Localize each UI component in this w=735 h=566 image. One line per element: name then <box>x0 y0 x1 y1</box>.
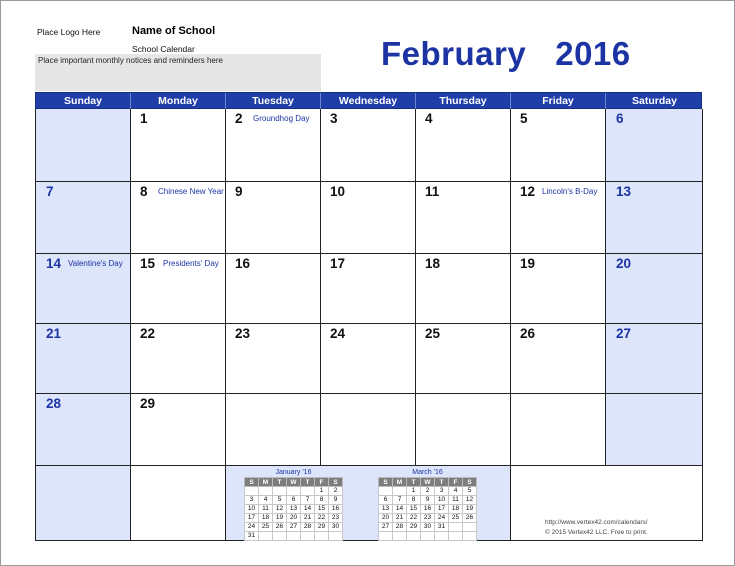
mini-calendar-date: 13 <box>287 505 301 514</box>
mini-calendar-date <box>463 532 477 541</box>
mini-calendar-date <box>435 532 449 541</box>
day-cell[interactable] <box>511 324 606 394</box>
mini-calendar-day-header: S <box>463 478 477 487</box>
credits-cell <box>511 466 703 541</box>
day-grid <box>35 109 702 466</box>
mini-calendar-week-row <box>379 523 477 532</box>
mini-calendar-date <box>449 523 463 532</box>
day-cell[interactable] <box>606 182 703 254</box>
mini-calendar-header-row <box>245 478 343 487</box>
mini-calendar-day-header: M <box>393 478 407 487</box>
mini-calendar-date: 23 <box>421 514 435 523</box>
day-number: 28 <box>46 396 62 411</box>
day-cell[interactable] <box>416 324 511 394</box>
mini-calendar-day-header: S <box>379 478 393 487</box>
mini-calendar-date: 30 <box>329 523 343 532</box>
mini-calendar-date: 16 <box>421 505 435 514</box>
mini-calendar-date: 10 <box>435 496 449 505</box>
mini-calendar-date: 23 <box>329 514 343 523</box>
mini-calendar-date: 7 <box>393 496 407 505</box>
day-cell[interactable] <box>321 324 416 394</box>
mini-calendar-date: 6 <box>287 496 301 505</box>
event-label: Groundhog Day <box>253 114 310 123</box>
day-number: 4 <box>425 111 433 126</box>
mini-calendar-week-row <box>245 487 343 496</box>
mini-calendar-date: 28 <box>393 523 407 532</box>
day-cell[interactable] <box>321 182 416 254</box>
day-number: 14 <box>46 256 62 271</box>
day-cell[interactable] <box>36 182 131 254</box>
mini-calendar-week-row <box>379 496 477 505</box>
mini-calendar-date: 16 <box>329 505 343 514</box>
day-number: 5 <box>520 111 528 126</box>
mini-calendar-week-row <box>245 514 343 523</box>
mini-calendar-date: 19 <box>463 505 477 514</box>
mini-calendar-date <box>379 532 393 541</box>
mini-calendar-date: 27 <box>379 523 393 532</box>
day-cell[interactable] <box>226 182 321 254</box>
mini-calendar-date <box>273 487 287 496</box>
school-name: Name of School <box>132 25 216 37</box>
mini-calendar-date <box>449 532 463 541</box>
day-number: 3 <box>330 111 338 126</box>
mini-calendar-date: 13 <box>379 505 393 514</box>
mini-calendar-date: 3 <box>245 496 259 505</box>
mini-calendar-date: 20 <box>379 514 393 523</box>
day-number: 22 <box>140 326 156 341</box>
mini-calendar-week-row <box>379 505 477 514</box>
weekday-monday: Monday <box>131 93 226 109</box>
day-cell[interactable] <box>131 109 226 182</box>
logo-placeholder: Place Logo Here <box>37 27 101 37</box>
month-calendar <box>35 92 702 541</box>
mini-calendar-week-row <box>379 487 477 496</box>
day-number: 1 <box>140 111 148 126</box>
mini-calendar-date: 29 <box>315 523 329 532</box>
day-cell[interactable] <box>36 394 131 466</box>
mini-calendar-date: 3 <box>435 487 449 496</box>
mini-calendar-date <box>329 532 343 541</box>
mini-calendar-date <box>393 532 407 541</box>
copyright-text: © 2015 Vertex42 LLC. Free to print. <box>545 529 648 536</box>
event-label: Chinese New Year <box>158 187 224 196</box>
day-number: 21 <box>46 326 62 341</box>
mini-calendar-date <box>315 532 329 541</box>
mini-calendar-date: 24 <box>245 523 259 532</box>
weekday-wednesday: Wednesday <box>321 93 416 109</box>
mini-calendar-date: 8 <box>407 496 421 505</box>
day-number: 16 <box>235 256 251 271</box>
mini-calendar-date: 11 <box>449 496 463 505</box>
mini-calendar-day-header: W <box>421 478 435 487</box>
mini-calendar-date: 27 <box>287 523 301 532</box>
mini-calendar-date: 6 <box>379 496 393 505</box>
mini-calendar-date: 15 <box>407 505 421 514</box>
mini-calendar-date: 22 <box>315 514 329 523</box>
day-cell[interactable] <box>131 182 226 254</box>
mini-calendar-table <box>244 477 343 541</box>
mini-calendar-date: 18 <box>259 514 273 523</box>
mini-calendar-date: 11 <box>259 505 273 514</box>
mini-calendar-week-row <box>245 505 343 514</box>
day-cell[interactable] <box>606 109 703 182</box>
mini-calendar-date: 12 <box>463 496 477 505</box>
mini-calendar-date: 15 <box>315 505 329 514</box>
mini-calendar-day-header: F <box>315 478 329 487</box>
day-cell[interactable] <box>226 394 321 466</box>
event-label: Lincoln's B-Day <box>542 187 598 196</box>
mini-calendar-date: 21 <box>301 514 315 523</box>
day-cell[interactable] <box>606 254 703 324</box>
footer-empty-cell <box>131 466 226 541</box>
mini-calendar-day-header: M <box>259 478 273 487</box>
day-cell[interactable] <box>511 394 606 466</box>
mini-calendar-date: 22 <box>407 514 421 523</box>
weekday-sunday: Sunday <box>36 93 131 109</box>
mini-calendar-week-row <box>245 496 343 505</box>
day-cell[interactable] <box>36 254 131 324</box>
mini-calendar-date: 10 <box>245 505 259 514</box>
day-cell[interactable] <box>511 182 606 254</box>
day-cell[interactable] <box>416 254 511 324</box>
mini-calendar-date: 8 <box>315 496 329 505</box>
mini-calendar-date: 7 <box>301 496 315 505</box>
mini-calendar-day-header: S <box>245 478 259 487</box>
mini-calendar-date: 2 <box>329 487 343 496</box>
day-cell[interactable] <box>226 109 321 182</box>
mini-calendar-date: 28 <box>301 523 315 532</box>
calendar-footer-row <box>35 466 702 541</box>
day-cell[interactable] <box>36 109 131 182</box>
mini-calendar-day-header: F <box>449 478 463 487</box>
weekday-header <box>35 92 702 109</box>
mini-calendar-date <box>463 523 477 532</box>
mini-calendar-date: 30 <box>421 523 435 532</box>
day-number: 29 <box>140 396 156 411</box>
mini-calendar-date <box>259 532 273 541</box>
mini-calendar-day-header: T <box>301 478 315 487</box>
mini-calendar-date <box>301 487 315 496</box>
day-number: 27 <box>616 326 632 341</box>
day-cell[interactable] <box>416 109 511 182</box>
mini-calendar-date: 21 <box>393 514 407 523</box>
day-number: 12 <box>520 184 536 199</box>
day-number: 20 <box>616 256 632 271</box>
event-label: Valentine's Day <box>68 259 123 268</box>
mini-calendar-date: 26 <box>463 514 477 523</box>
mini-calendar-week-row <box>379 514 477 523</box>
mini-calendar-date: 1 <box>315 487 329 496</box>
mini-calendar-day-header: T <box>273 478 287 487</box>
mini-calendar-date: 9 <box>329 496 343 505</box>
day-cell[interactable] <box>511 109 606 182</box>
day-cell[interactable] <box>226 324 321 394</box>
day-number: 6 <box>616 111 624 126</box>
mini-calendar-date: 31 <box>435 523 449 532</box>
day-number: 18 <box>425 256 441 271</box>
day-cell[interactable] <box>321 109 416 182</box>
mini-calendar-date <box>245 487 259 496</box>
mini-calendar-header-row <box>379 478 477 487</box>
footer-empty-cell <box>36 466 131 541</box>
mini-calendar-day-header: T <box>407 478 421 487</box>
mini-calendar-date <box>301 532 315 541</box>
mini-calendar-date: 4 <box>259 496 273 505</box>
day-number: 15 <box>140 256 156 271</box>
day-cell[interactable] <box>511 254 606 324</box>
day-cell[interactable] <box>416 182 511 254</box>
day-cell[interactable] <box>131 254 226 324</box>
mini-calendar-date: 4 <box>449 487 463 496</box>
mini-calendar-date: 29 <box>407 523 421 532</box>
mini-calendar-date: 24 <box>435 514 449 523</box>
mini-calendar-week-row <box>245 532 343 541</box>
day-number: 24 <box>330 326 346 341</box>
mini-calendar-date <box>379 487 393 496</box>
mini-calendar-date: 14 <box>301 505 315 514</box>
mini-calendar-date: 20 <box>287 514 301 523</box>
mini-calendar-date <box>287 487 301 496</box>
mini-calendar-date: 25 <box>449 514 463 523</box>
mini-calendar-date: 14 <box>393 505 407 514</box>
mini-calendar-date <box>421 532 435 541</box>
mini-calendar-day-header: W <box>287 478 301 487</box>
mini-calendar-day-header: T <box>435 478 449 487</box>
mini-calendar-week-row <box>379 532 477 541</box>
mini-calendar-date: 17 <box>245 514 259 523</box>
day-cell[interactable] <box>321 394 416 466</box>
day-cell[interactable] <box>131 324 226 394</box>
day-cell[interactable] <box>606 394 703 466</box>
mini-calendar-day-header: S <box>329 478 343 487</box>
mini-calendar-date: 5 <box>463 487 477 496</box>
event-label: Presidents' Day <box>163 259 219 268</box>
day-cell[interactable] <box>606 324 703 394</box>
mini-calendar-date: 19 <box>273 514 287 523</box>
calendar-label: School Calendar <box>132 44 195 54</box>
mini-calendar-date <box>273 532 287 541</box>
weekday-saturday: Saturday <box>632 95 677 107</box>
day-number: 2 <box>235 111 243 126</box>
day-cell[interactable] <box>226 254 321 324</box>
mini-calendar-date: 12 <box>273 505 287 514</box>
mini-calendars-cell <box>226 466 511 541</box>
mini-calendar-title: March '16 <box>412 469 443 476</box>
mini-calendar-date: 18 <box>449 505 463 514</box>
mini-calendar-date: 26 <box>273 523 287 532</box>
mini-calendar-title: January '16 <box>275 469 312 476</box>
mini-calendar-date: 25 <box>259 523 273 532</box>
day-cell[interactable] <box>36 324 131 394</box>
day-cell[interactable] <box>416 394 511 466</box>
mini-calendar-date <box>259 487 273 496</box>
weekday-friday: Friday <box>511 93 606 109</box>
day-number: 7 <box>46 184 54 199</box>
mini-calendar-date <box>407 532 421 541</box>
day-number: 11 <box>425 184 440 199</box>
day-number: 19 <box>520 256 536 271</box>
day-number: 26 <box>520 326 536 341</box>
weekday-thursday: Thursday <box>416 93 511 109</box>
mini-calendar-date: 1 <box>407 487 421 496</box>
mini-calendar-date: 5 <box>273 496 287 505</box>
day-number: 9 <box>235 184 243 199</box>
mini-calendar-date <box>393 487 407 496</box>
mini-calendar-table <box>378 477 477 541</box>
day-cell[interactable] <box>321 254 416 324</box>
day-number: 17 <box>330 256 346 271</box>
mini-calendar-date: 2 <box>421 487 435 496</box>
mini-calendar-date <box>287 532 301 541</box>
day-number: 10 <box>330 184 346 199</box>
day-number: 25 <box>425 326 441 341</box>
notice-box <box>35 54 321 91</box>
day-number: 23 <box>235 326 251 341</box>
mini-calendar-march <box>378 468 477 541</box>
mini-calendar-week-row <box>245 523 343 532</box>
month-title: February 2016 <box>381 35 631 72</box>
day-number: 13 <box>616 184 632 199</box>
source-link[interactable]: http://www.vertex42.com/calendars/ <box>545 519 648 526</box>
notice-text: Place important monthly notices and reminders here <box>38 56 223 65</box>
mini-calendar-january <box>244 468 343 541</box>
mini-calendar-date: 9 <box>421 496 435 505</box>
mini-calendar-date: 17 <box>435 505 449 514</box>
weekday-tuesday: Tuesday <box>226 93 321 109</box>
day-number: 8 <box>140 184 148 199</box>
day-cell[interactable] <box>131 394 226 466</box>
mini-calendar-date: 31 <box>245 532 259 541</box>
